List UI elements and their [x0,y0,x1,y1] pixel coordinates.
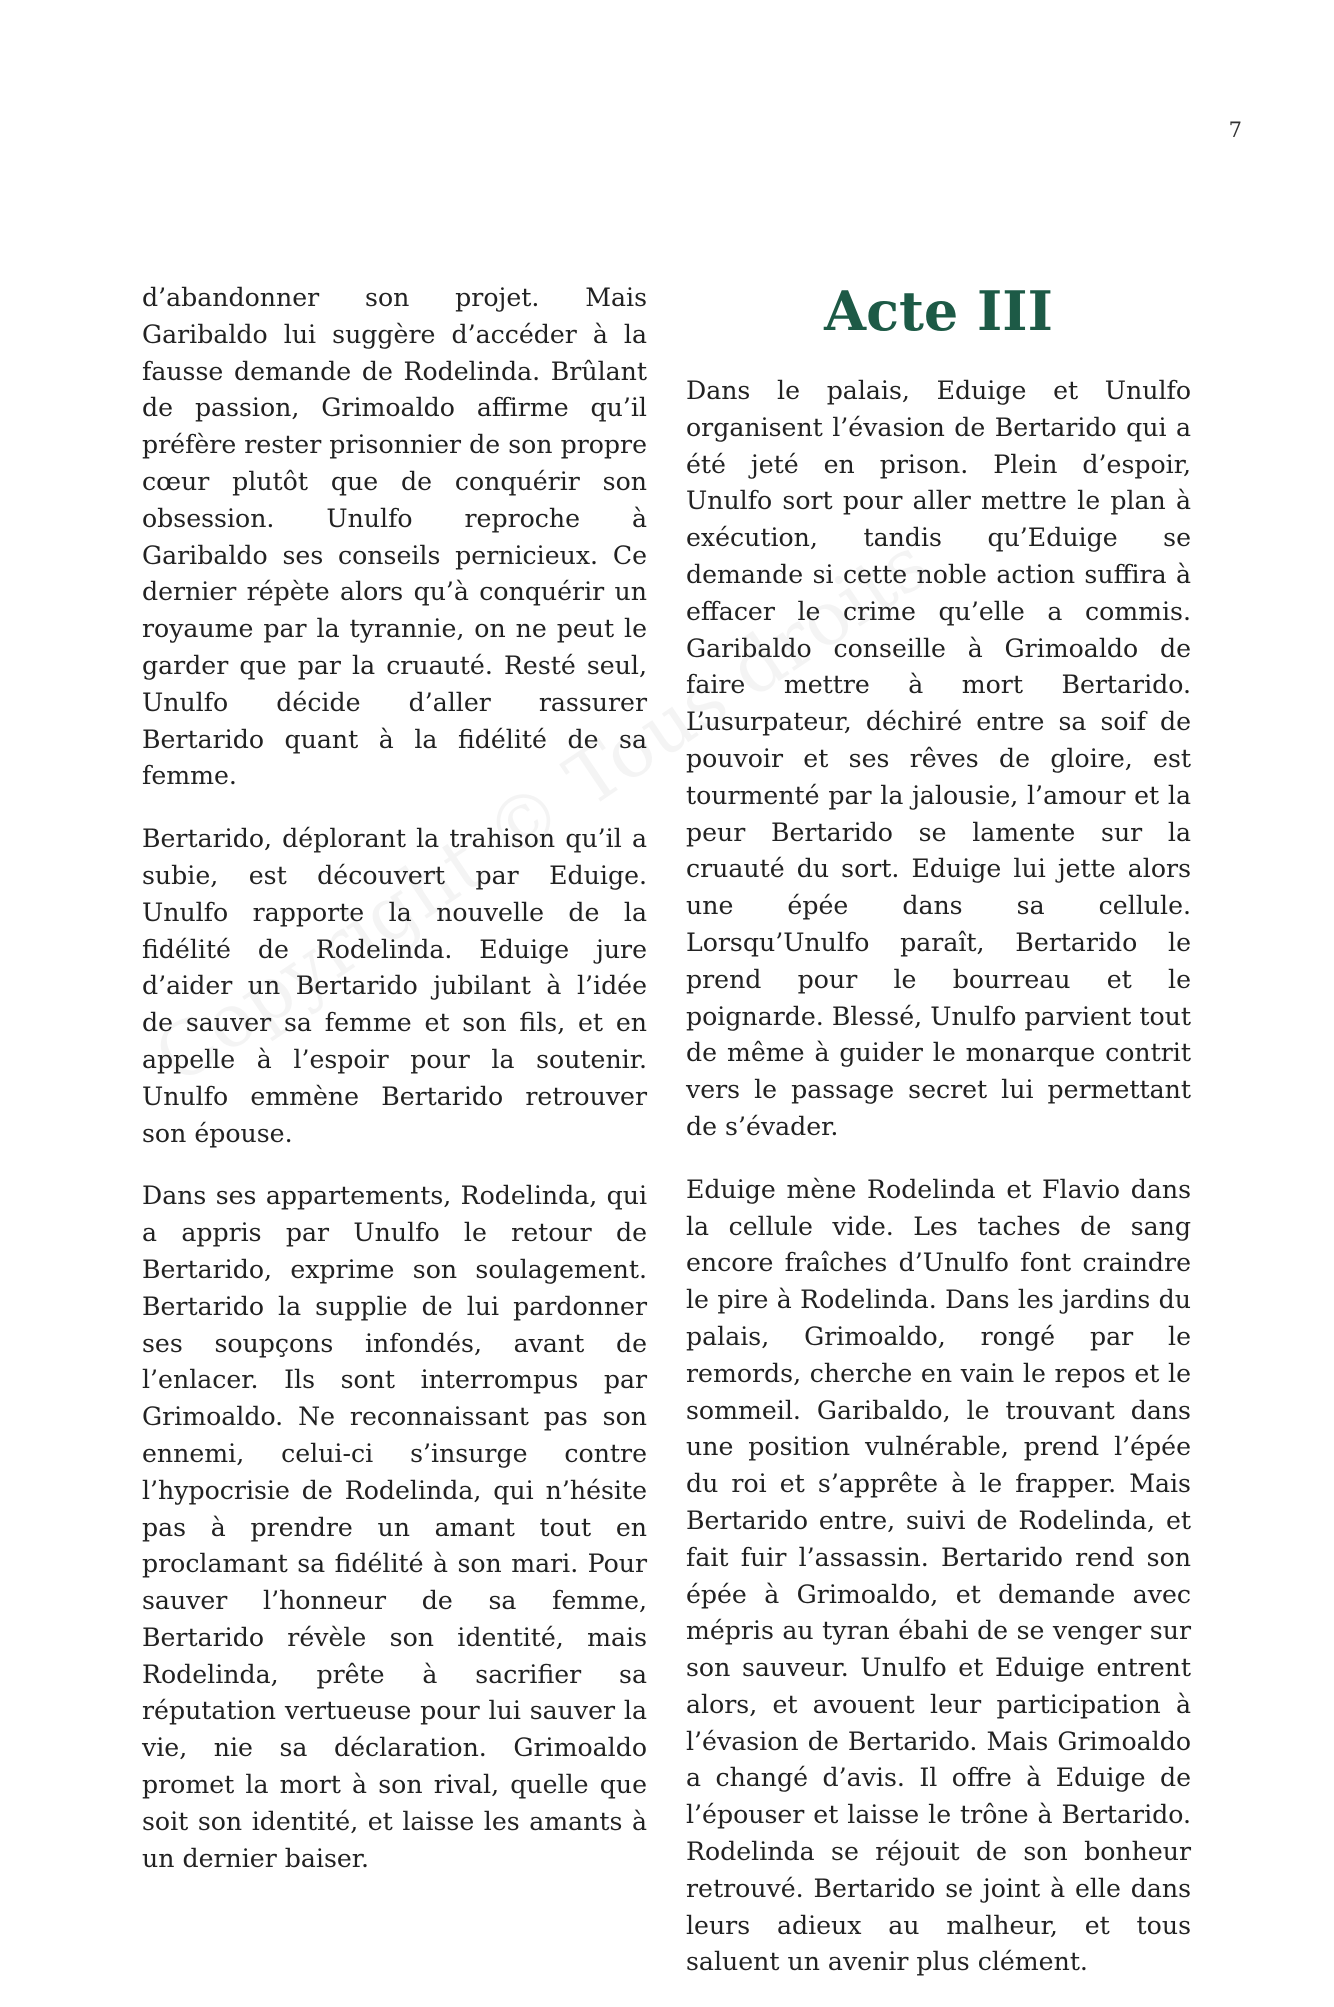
paragraph: Dans le palais, Eduige et Unulfo organisent l’évasion de Bertarido qui a été jeté en prison. Plein d’espoir, Unulfo sort pour aller mettre le plan à exécution, tandis qu’Eduige se demande si cette noble action suffira à effacer le crime qu’elle a commis. Garibaldo conseille à Grimoaldo de faire mettre à mort Bertarido. L’usurpateur, déchiré entre sa soif de pouvoir et ses rêves de gloire, est tourmenté par la jalousie, l’amour et la peur Bertarido se lamente sur la cruauté du sort. Eduige lui jette alors une épée dans sa cellule. Lorsqu’Unulfo paraît, Bertarido le prend pour le bourreau et le poignarde. Blessé, Unulfo parvient tout de même à guider le monarque contrit vers le passage secret lui permettant de s’évader. [686,376,1191,1141]
paragraph: Eduige mène Rodelinda et Flavio dans la cellule vide. Les taches de sang encore fraîches d’Unulfo font craindre le pire à Rodelinda. Dans les jardins du palais, Grimoaldo, rongé par le remords, cherche en vain le repos et le sommeil. Garibaldo, le trouvant dans une position vulnérable, prend l’épée du roi et s’apprête à le frapper. Mais Bertarido entre, suivi de Rodelinda, et fait fuir l’assassin. Bertarido rend son épée à Grimoaldo, et demande avec mépris au tyran ébahi de se venger sur son sauveur. Unulfo et Eduige entrent alors, et avouent leur participation à l’évasion de Bertarido. Mais Grimoaldo a changé d’avis. Il offre à Eduige de l’épouser et laisse le trône à Bertarido. Rodelinda se réjouit de son bonheur retrouvé. Bertarido se joint à elle dans leurs adieux au malheur, et tous saluent un avenir plus clément. [686,1174,1191,1977]
right-column [686,275,1191,2007]
paragraph: Dans ses appartements, Rodelinda, qui a appris par Unulfo le retour de Bertarido, exprime son soulagement. Bertarido la supplie de lui pardonner ses soupçons infondés, avant de l’enlacer. Ils sont interrompus par Grimoaldo. Ne reconnaissant pas son ennemi, celui-ci s’insurge contre l’hypocrisie de Rodelinda, qui n’hésite pas à prendre un amant tout en proclamant sa fidélité à son mari. Pour sauver l’honneur de sa femme, Bertarido révèle son identité, mais Rodelinda, prête à sacrifier sa réputation vertueuse pour lui sauver la vie, nie sa déclaration. Grimoaldo promet la mort à son rival, quelle que soit son identité, et laisse les amants à un dernier baiser. [142,1181,647,1873]
paragraph: Bertarido, déplorant la trahison qu’il a subie, est découvert par Eduige. Unulfo rapporte la nouvelle de la fidélité de Rodelinda. Eduige jure d’aider un Bertarido jubilant à l’idée de sauver sa femme et son fils, et en appelle à l’espoir pour la soutenir. Unulfo emmène Bertarido retrouver son épouse. [142,824,647,1148]
page-number: 7 [1228,118,1242,142]
act-heading: Acte III [824,279,1053,343]
paragraph: d’abandonner son projet. Mais Garibaldo lui suggère d’accéder à la fausse demande de Rodelinda. Brûlant de passion, Grimoaldo affirme qu’il préfère rester prisonnier de son propre cœur plutôt que de conquérir son obsession. Unulfo reproche à Garibaldo ses conseils pernicieux. Ce dernier répète alors qu’à conquérir un royaume par la tyrannie, on ne peut le garder que par la cruauté. Resté seul, Unulfo décide d’aller rassurer Bertarido quant à la fidélité de sa femme. [142,283,647,791]
left-column [142,280,647,1903]
